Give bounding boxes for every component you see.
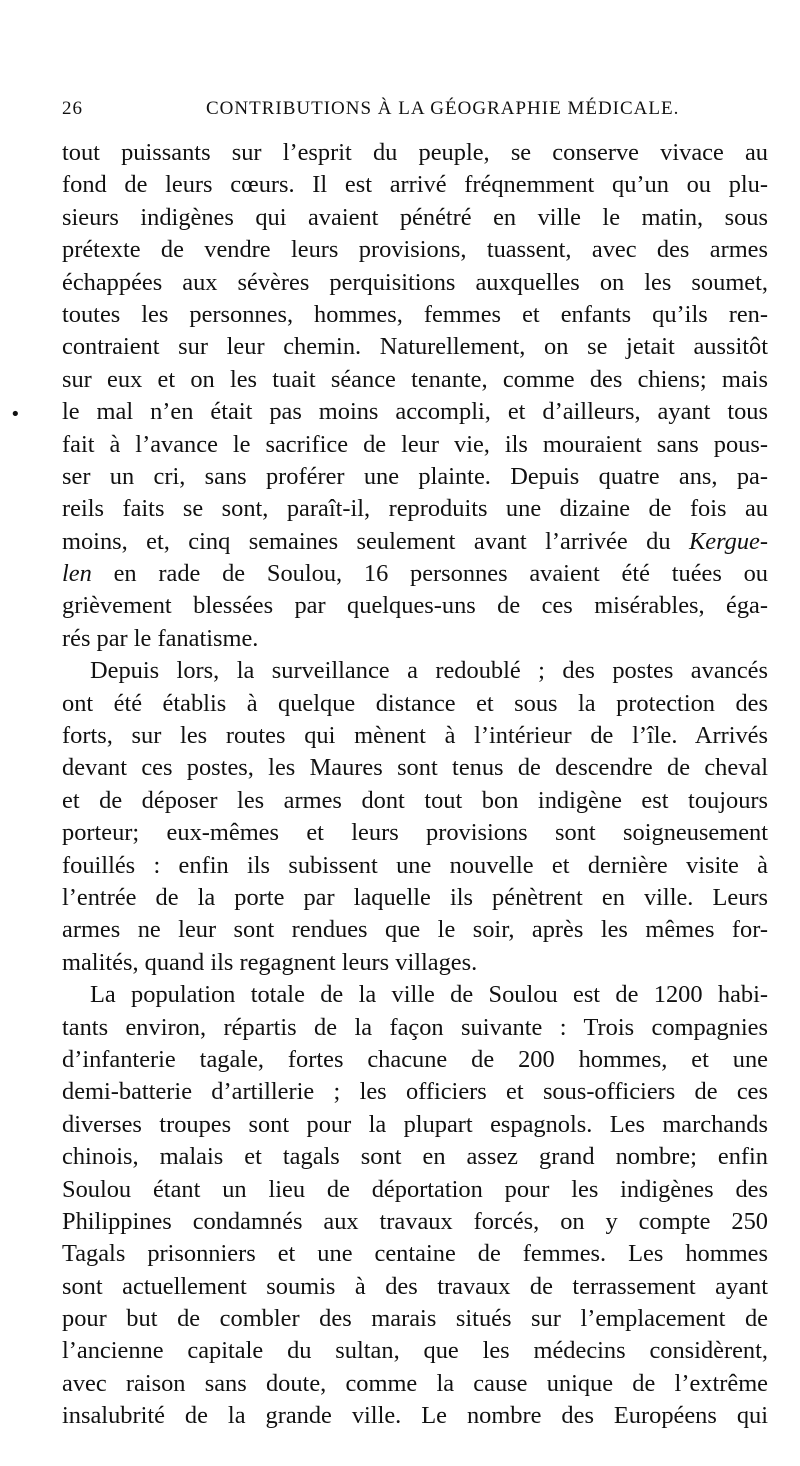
text-line: armes ne leur sont rendues que le soir, après les mêmes for- (62, 916, 768, 944)
text-line: pour but de combler des marais situés sur l’emplacement de (62, 1305, 768, 1333)
text-line: ser un cri, sans proférer une plainte. Depuis quatre ans, pa- (62, 462, 768, 490)
text-line: Depuis lors, la surveillance a redoublé ; des postes avancés (90, 657, 768, 685)
running-title: CONTRIBUTIONS À LA GÉOGRAPHIE MÉDICALE. (206, 98, 680, 119)
body-text (62, 137, 768, 1433)
text-line: demi-batterie d’artillerie ; les officiers et sous-officiers de ces (62, 1078, 768, 1106)
text-line: toutes les personnes, hommes, femmes et enfants qu’ils ren- (62, 300, 768, 328)
text-line: sur eux et on les tuait séance tenante, comme des chiens; mais (62, 365, 768, 393)
text-line: malités, quand ils regagnent leurs villages. (62, 948, 478, 976)
text-line: Tagals prisonniers et une centaine de femmes. Les hommes (62, 1240, 768, 1268)
text-line: sieurs indigènes qui avaient pénétré en ville le matin, sous (62, 203, 768, 231)
text-line: l’entrée de la porte par laquelle ils pénètrent en ville. Leurs (62, 883, 768, 911)
text-line: sont actuellement soumis à des travaux de terrassement ayant (62, 1272, 768, 1300)
text-line: et de déposer les armes dont tout bon indigène est toujours (62, 786, 768, 814)
text-line: Philippines condamnés aux travaux forcés, on y compte 250 (62, 1207, 768, 1235)
text-line: prétexte de vendre leurs provisions, tuassent, avec des armes (62, 236, 768, 264)
text-line: chinois, malais et tagals sont en assez grand nombre; enfin (62, 1143, 768, 1171)
text-line: grièvement blessées par quelques-uns de ces misérables, éga- (62, 592, 768, 620)
text-line: tout puissants sur l’esprit du peuple, se conserve vivace au (62, 139, 768, 166)
page-number: 26 (62, 98, 83, 119)
text-line: fait à l’avance le sacrifice de leur vie, ils mouraient sans pous- (62, 430, 768, 458)
text-line: reils faits se sont, paraît-il, reproduits une dizaine de fois au (62, 495, 768, 523)
text-line: La population totale de la ville de Soulou est de 1200 habi- (90, 981, 768, 1009)
text-line: Soulou étant un lieu de déportation pour les indigènes des (62, 1175, 768, 1203)
text-line: fouillés : enfin ils subissent une nouvelle et dernière visite à (62, 851, 768, 879)
margin-bullet-mark: • (10, 404, 21, 425)
text-line: diverses troupes sont pour la plupart espagnols. Les marchands (62, 1110, 768, 1138)
text-line: le mal n’en était pas moins accompli, et d’ailleurs, ayant tous (62, 398, 768, 426)
text-line: fond de leurs cœurs. Il est arrivé fréqnemment qu’un ou plu- (62, 171, 768, 199)
text-line: ont été établis à quelque distance et sous la protection des (62, 689, 768, 717)
text-line: contraient sur leur chemin. Naturellement, on se jetait aussitôt (62, 333, 768, 361)
text-line: forts, sur les routes qui mènent à l’intérieur de l’île. Arrivés (62, 722, 768, 750)
text-line: insalubrité de la grande ville. Le nombre des Européens qui (62, 1402, 768, 1430)
text-line: len en rade de Soulou, 16 personnes avaient été tuées ou (62, 560, 768, 588)
text-line: porteur; eux-mêmes et leurs provisions sont soigneusement (62, 819, 768, 847)
text-line: tants environ, répartis de la façon suivante : Trois compagnies (62, 1013, 768, 1041)
text-line: avec raison sans doute, comme la cause unique de l’extrême (62, 1369, 768, 1397)
text-line: moins, et, cinq semaines seulement avant l’arrivée du Kergue- (62, 527, 768, 555)
text-line: échappées aux sévères perquisitions auxquelles on les soumet, (62, 268, 768, 296)
text-line: rés par le fanatisme. (62, 624, 259, 652)
text-line: l’ancienne capitale du sultan, que les médecins considèrent, (62, 1337, 768, 1365)
text-line: devant ces postes, les Maures sont tenus de descendre de cheval (62, 754, 768, 782)
text-line: d’infanterie tagale, fortes chacune de 200 hommes, et une (62, 1045, 768, 1073)
